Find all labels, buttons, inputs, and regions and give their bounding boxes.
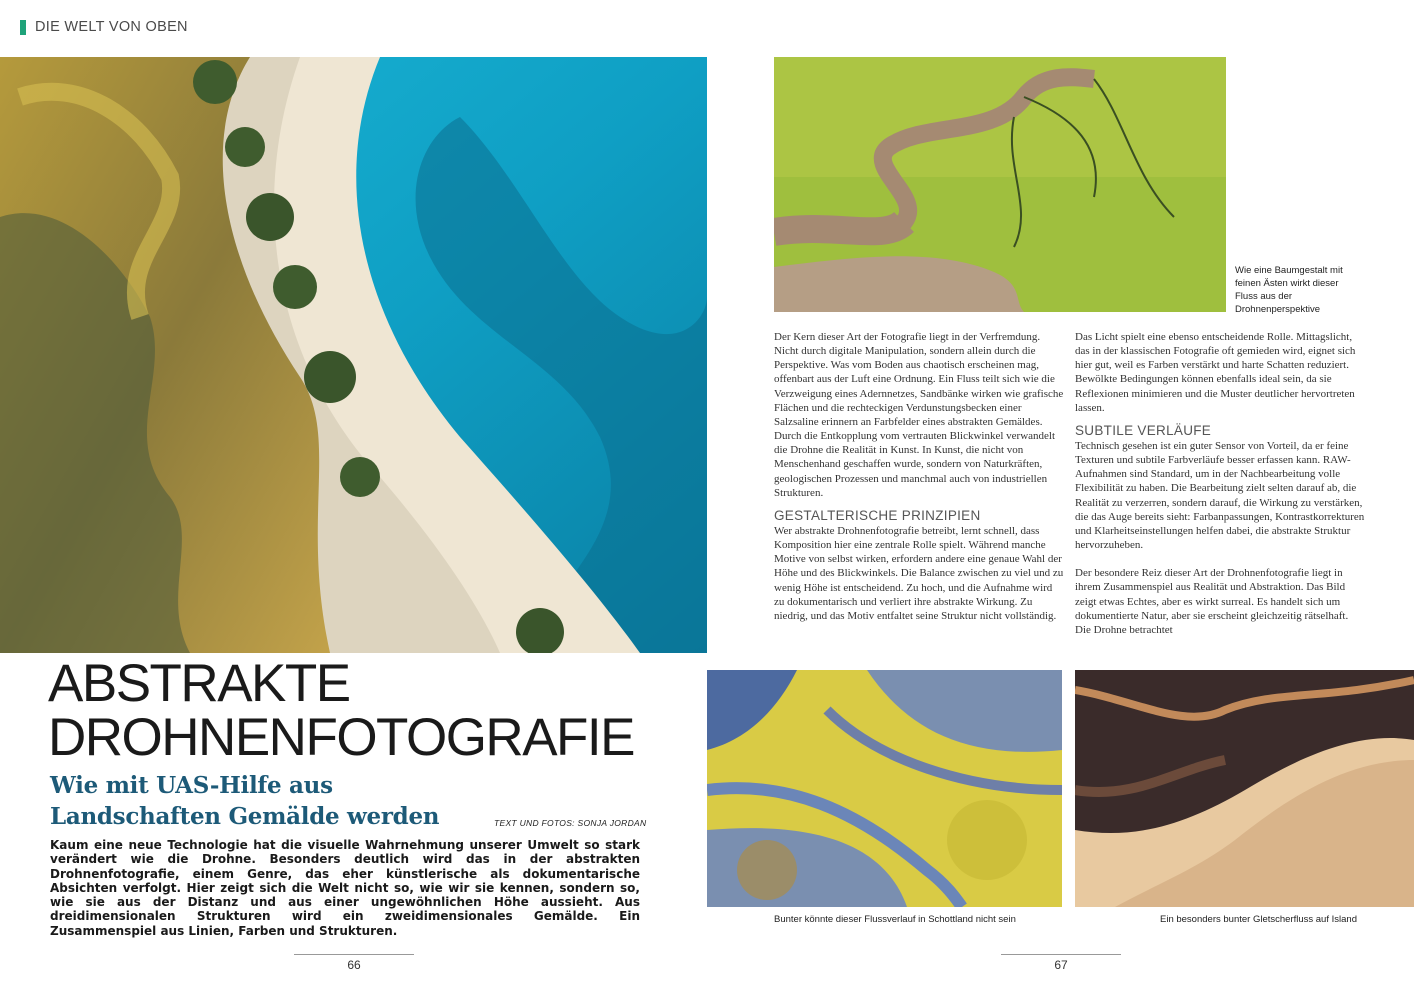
author-credit: TEXT UND FOTOS: SONJA JORDAN bbox=[494, 818, 647, 828]
caption-scotland: Bunter könnte dieser Flussverlauf in Schottland nicht sein bbox=[774, 914, 1016, 925]
column1-paragraph-1: Der Kern dieser Art der Fotografie liegt in der Verfremdung. Nicht durch digitale Manipulation, sondern allein durch die Perspektive. Was vom Boden aus chaotisch erscheinen mag, offenbart aus der Luft eine Ordnung. Ein Fluss teilt sich wie die Verzweigung eines Adernnetzes, Sandbänke wirken wie grafische Flächen und die rechteckigen Verdunstungsbecken einer Salzsaline erinnern an Farbfelder eines abstrakten Gemäldes. Durch die Entkopplung vom vertrauten Blickwinkel verwandelt die Drohne die Realität in Kunst. In Kunst, die nicht von Menschenhand geschaffen wurde, sondern von Naturkräften, geologischen Prozessen und manchmal auch von industriellen Strukturen. bbox=[774, 331, 1064, 499]
river-tree-photo bbox=[774, 57, 1226, 312]
iceland-glacier-river-photo bbox=[1075, 670, 1414, 907]
column1-paragraph-2: Wer abstrakte Drohnenfotografie betreibt, lernt schnell, dass Komposition hier eine zentrale Rolle spielt. Während manche Motive von selbst wirken, erfordern andere eine genaue Wahl der Höhe und des Blickwinkels. Die Balance zwischen zu viel und zu wenig Höhe ist entscheidend. Zu hoch, und die Aufnahme wird zu dokumentarisch und verliert ihre abstrakte Wirkung. Zu niedrig, und das Motiv entfaltet seine Struktur nicht vollständig. bbox=[774, 524, 1064, 622]
column2-paragraph-3: Der besondere Reiz dieser Art der Drohnenfotografie liegt in ihrem Zusammenspiel aus Realität und Abstraktion. Das Bild zeigt etwas Echtes, aber es wirkt surreal. Es handelt sich um dokumentierte Natur, aber sie erscheint gleichzeitig rätselhaft. Die Drohne betrachtet bbox=[1075, 567, 1349, 636]
column2-paragraph-1: Das Licht spielt eine ebenso entscheidende Rolle. Mittagslicht, das in der klassischen Fotografie oft gemieden wird, eignet sich hier gut, weil es Farben verstärkt und harte Schatten reduziert. Bewölkte Bedingungen können ebenfalls ideal sein, da sie Reflexionen minimieren und die Muster deutlicher hervortreten lassen. bbox=[1075, 331, 1356, 414]
page-number-right: 67 bbox=[1001, 954, 1121, 972]
article-title bbox=[48, 654, 634, 767]
beach-aerial-photo bbox=[0, 57, 707, 653]
article-subtitle bbox=[50, 770, 439, 832]
section-accent-bar bbox=[20, 20, 26, 35]
subtitle-line-2: Landschaften Gemälde werden bbox=[50, 803, 440, 830]
page-number-left: 66 bbox=[294, 954, 414, 972]
column1-heading: GESTALTERISCHE PRINZIPIEN bbox=[774, 507, 981, 523]
column2-heading: SUBTILE VERLÄUFE bbox=[1075, 422, 1212, 438]
caption-river-tree: Wie eine Baumgestalt mit feinen Ästen wirkt dieser Fluss aus der Drohnenperspektive bbox=[1235, 265, 1343, 315]
subtitle-line-1: Wie mit UAS-Hilfe aus bbox=[50, 772, 333, 799]
section-label: DIE WELT VON OBEN bbox=[35, 19, 188, 35]
text-column-2 bbox=[1075, 330, 1365, 637]
text-column-1 bbox=[774, 330, 1064, 623]
lead-paragraph: Kaum eine neue Technologie hat die visuelle Wahrnehmung unserer Umwelt so stark verändert wie die Drohne. Besonders deutlich wird das in der abstrakten Drohnenfotografie, einem Genre, das eher künstlerische als dokumentarische Absichten verfolgt. Hier zeigt sich die Welt nicht so, wie wir sie kennen, sondern so, wie sie aus der Distanz und aus einer ungewöhnlichen Höhe aussieht. Aus dreidimensionalen Strukturen wird ein zweidimensionales Gemälde. Ein Zusammenspiel aus Linien, Farben und Strukturen. bbox=[50, 838, 640, 938]
title-line-2: DROHNENFOTOGRAFIE bbox=[48, 708, 634, 767]
section-tag bbox=[20, 18, 188, 36]
caption-iceland: Ein besonders bunter Gletscherfluss auf Island bbox=[1160, 914, 1357, 925]
title-line-1: ABSTRAKTE bbox=[48, 654, 350, 713]
column2-paragraph-2: Technisch gesehen ist ein guter Sensor von Vorteil, da er feine Texturen und subtile Farbverläufe besser erfassen kann. RAW-Aufnahmen sind Standard, um in der Nachbearbeitung volle Flexibilität zu haben. Die Bearbeitung zielt selten darauf ab, die Realität zu verzerren, sondern darauf, die Wirkung zu verstärken, die das Auge bereits sieht: Farbanpassungen, Kontrastkorrekturen und Klarheitseinstellungen helfen dabei, die abstrakte Struktur hervorzuheben. bbox=[1075, 439, 1365, 552]
scotland-river-photo bbox=[707, 670, 1062, 907]
